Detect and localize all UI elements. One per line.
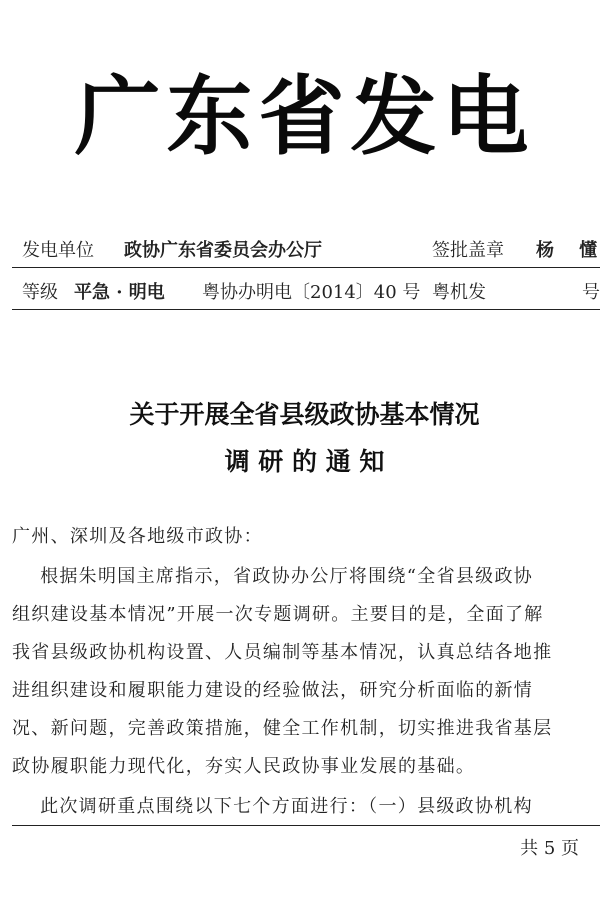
body-line: 此次调研重点围绕以下七个方面进行：（一）县级政协机构 [12,796,533,817]
document-title-line-1: 关于开展全省县级政协基本情况 [129,400,480,429]
salutation: 广州、深圳及各地级市政协： [12,526,263,547]
dispatch-suffix: 号 [582,282,600,303]
sender-value: 政协广东省委员会办公厅 [124,240,322,261]
header-divider-2 [12,309,600,310]
footer-divider [12,825,600,826]
masthead-title: 广东省发电 [74,66,535,167]
body-line: 根据朱明国主席指示，省政协办公厅将围绕“全省县级政协 [12,566,534,587]
body-line: 政协履职能力现代化，夯实人民政协事业发展的基础。 [12,756,476,777]
sender-label: 发电单位 [22,240,94,261]
level-value: 平急 · 明电 [74,282,165,303]
body-line: 我省县级政协机构设置、人员编制等基本情况，认真总结各地推 [12,642,553,663]
level-label: 等级 [22,282,58,303]
page-count: 共 5 页 [520,838,579,859]
header-divider-1 [12,267,600,268]
approval-value: 杨 懂 [536,240,598,261]
body-line: 组织建设基本情况”开展一次专题调研。主要目的是，全面了解 [12,604,544,625]
dispatch-label: 粤机发 [432,282,486,303]
approval-label: 签批盖章 [432,240,504,261]
body-line: 进组织建设和履职能力建设的经验做法，研究分析面临的新情 [12,680,534,701]
body-line: 况、新问题，完善政策措施，健全工作机制，切实推进我省基层 [12,718,553,739]
doc-number: 粤协办明电〔2014〕40 号 [202,282,421,303]
document-title-line-2: 调 研 的 通 知 [224,447,385,476]
